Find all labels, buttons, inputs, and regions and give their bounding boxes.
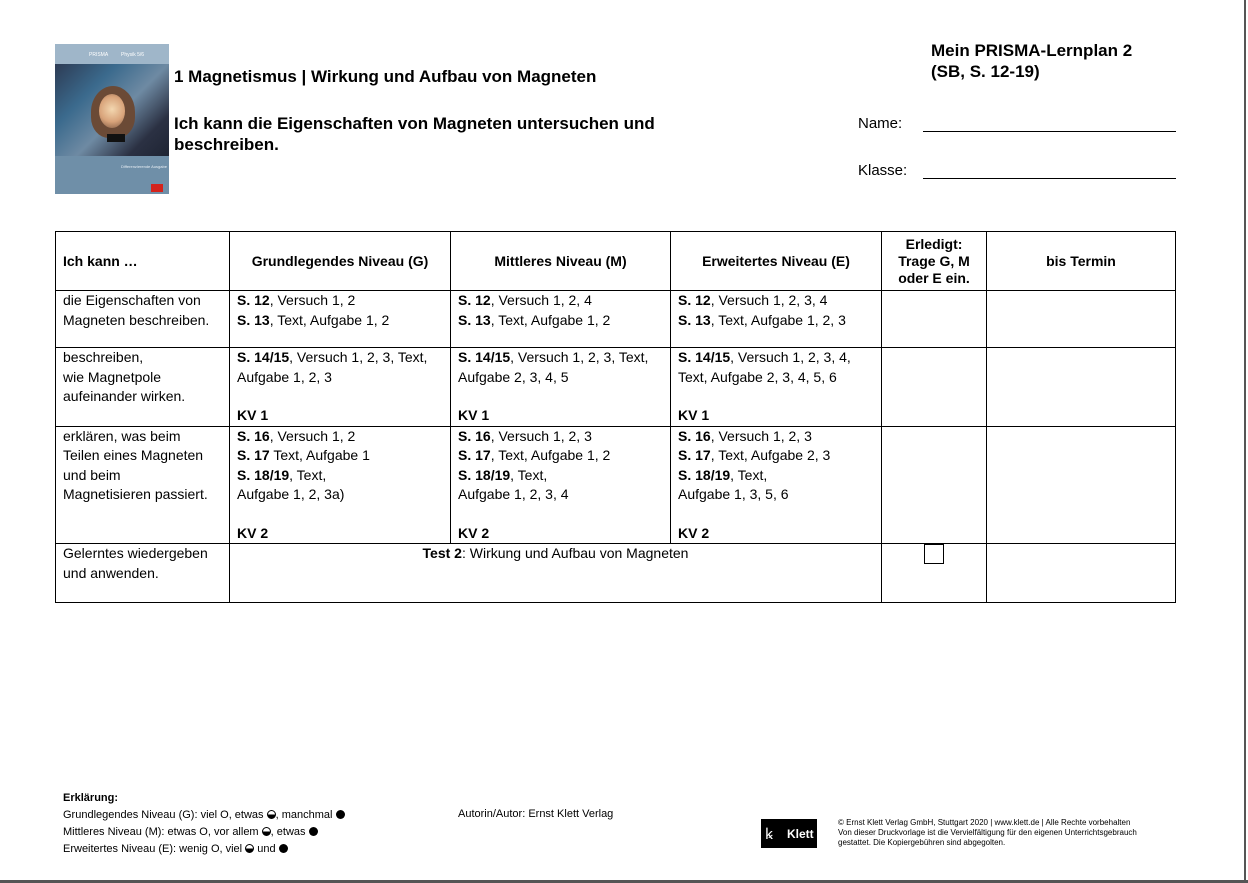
test-ref: Test 2 xyxy=(422,545,462,561)
task-text: Aufgabe 1, 2, 3a) xyxy=(237,486,345,502)
cell-deadline[interactable] xyxy=(987,348,1176,427)
page-ref: S. 16 xyxy=(458,427,491,444)
klett-logo xyxy=(761,819,817,848)
half-circle-icon xyxy=(267,810,276,819)
task-text: , Text, Aufgabe 1, 2, 3 xyxy=(710,311,846,328)
page-ref: S. 14/15 xyxy=(458,349,511,365)
cover-edition: Differenzierende Ausgabe xyxy=(121,164,167,169)
name-field-line[interactable] xyxy=(923,131,1176,132)
can-text: beschreiben, xyxy=(63,349,144,365)
header-erledigt-line1: Erledigt: xyxy=(905,235,963,252)
copyright-line: Von dieser Druckvorlage ist die Vervielfältigung für den eigenen Unterrichtsgebrauch xyxy=(838,828,1137,837)
copyright xyxy=(838,818,1178,848)
page-ref: S. 16 xyxy=(237,427,270,444)
kv-ref: KV 1 xyxy=(678,407,710,423)
cover-brand: PRISMA xyxy=(89,52,109,58)
page-ref: S. 17 xyxy=(678,447,711,463)
page-ref: S. 14/15 xyxy=(237,349,290,365)
page-ref: S. 17 xyxy=(458,447,491,463)
copyright-line: © Ernst Klett Verlag GmbH, Stuttgart 2020 | www.klett.de | Alle Rechte vorbehalten xyxy=(838,818,1131,827)
table-row xyxy=(56,291,1176,348)
filled-circle-icon xyxy=(279,844,288,853)
task-text: , Versuch 1, 2, 3, 4, Text, Aufgabe 2, 3, 4, 5, 6 xyxy=(678,349,851,385)
header-ich-kann: Ich kann … xyxy=(56,232,230,291)
cell-e xyxy=(671,348,882,427)
cell-g xyxy=(230,348,451,427)
can-text: Magnetisieren passiert. xyxy=(63,486,208,502)
plan-title-line1: Mein PRISMA-Lernplan 2 xyxy=(931,41,1133,60)
task-text: , Versuch 1, 2, 3 xyxy=(710,427,812,444)
author: Autorin/Autor: Ernst Klett Verlag xyxy=(458,808,614,820)
chapter-title: 1 Magnetismus | Wirkung und Aufbau von Magneten xyxy=(174,67,597,86)
page-ref: S. 18/19 xyxy=(678,466,731,483)
cover-photo-face xyxy=(99,94,125,128)
test-text: : Wirkung und Aufbau von Magneten xyxy=(461,545,689,561)
page-edge-right xyxy=(1244,0,1246,883)
legend-title: Erklärung: xyxy=(63,792,119,804)
plan-title xyxy=(931,40,1191,82)
header-erledigt-line2: Trage G, M xyxy=(898,252,970,269)
kv-ref: KV 1 xyxy=(237,407,269,423)
cover-klett-logo-icon xyxy=(151,184,163,192)
filled-circle-icon xyxy=(336,810,345,819)
header-erweitert: Erweitertes Niveau (E) xyxy=(671,232,882,291)
kv-ref: KV 2 xyxy=(678,524,710,541)
half-circle-icon xyxy=(245,844,254,853)
page-ref: S. 13 xyxy=(237,311,270,328)
task-text: , Versuch 1, 2, 3, Text, Aufgabe 1, 2, 3 xyxy=(237,349,428,385)
legend xyxy=(63,790,345,858)
cell-deadline[interactable] xyxy=(987,291,1176,348)
table-row xyxy=(56,348,1176,427)
cell-deadline[interactable] xyxy=(987,544,1176,603)
can-text: und beim xyxy=(63,466,121,483)
cell-done[interactable] xyxy=(882,426,987,544)
cell-can xyxy=(56,426,230,544)
page-ref: S. 16 xyxy=(678,427,711,444)
learning-goal: Ich kann die Eigenschaften von Magneten untersuchen und beschreiben. xyxy=(174,114,655,154)
cell-done xyxy=(882,544,987,603)
legend-m xyxy=(63,824,345,841)
cell-m xyxy=(451,348,671,427)
page-ref: S. 18/19 xyxy=(458,466,511,483)
cell-can xyxy=(56,544,230,603)
legend-text: , etwas xyxy=(270,826,306,838)
header-mittel: Mittleres Niveau (M) xyxy=(451,232,671,291)
task-text: , Versuch 1, 2, 3, 4 xyxy=(710,292,828,308)
page-ref: S. 13 xyxy=(678,311,711,328)
learning-plan-table xyxy=(55,231,1176,603)
page-ref: S. 12 xyxy=(678,292,711,308)
task-text: , Text, Aufgabe 1, 2 xyxy=(490,311,611,328)
cover-photo-phone xyxy=(107,134,125,142)
table-row xyxy=(56,426,1176,544)
task-text: Aufgabe 1, 2, 3, 4 xyxy=(458,486,569,502)
task-text: , Versuch 1, 2 xyxy=(269,427,356,444)
page-ref: S. 13 xyxy=(458,311,491,328)
header-grundlegend: Grundlegendes Niveau (G) xyxy=(230,232,451,291)
cover-subject: Physik 5/6 xyxy=(121,52,145,58)
class-label: Klasse: xyxy=(858,162,908,179)
task-text: , Text, xyxy=(289,466,327,483)
legend-e xyxy=(63,841,345,858)
can-text: Gelerntes wiedergeben xyxy=(63,545,208,561)
header-erledigt-line3: oder E ein. xyxy=(898,269,970,286)
cell-test xyxy=(230,544,882,603)
kv-ref: KV 1 xyxy=(458,407,490,423)
cell-can xyxy=(56,291,230,348)
legend-text: Grundlegendes Niveau (G): viel O, etwas xyxy=(63,809,264,821)
task-text: Text, Aufgabe 1 xyxy=(269,447,370,463)
can-text: und anwenden. xyxy=(63,564,159,581)
kv-ref: KV 2 xyxy=(458,524,490,541)
task-text: , Text, Aufgabe 1, 2 xyxy=(269,311,390,328)
legend-text: , manchmal xyxy=(275,809,333,821)
task-text: , Text, xyxy=(510,466,548,483)
table-row xyxy=(56,544,1176,603)
header-bis-termin: bis Termin xyxy=(987,232,1176,291)
page-ref: S. 12 xyxy=(237,292,270,308)
cover-band xyxy=(55,44,169,64)
task-text: , Text, xyxy=(730,466,768,483)
legend-text: und xyxy=(254,843,276,855)
page-ref: S. 12 xyxy=(458,292,491,308)
can-text: erklären, was beim xyxy=(63,427,181,444)
task-text: , Versuch 1, 2, 3, Text, Aufgabe 2, 3, 4, 5 xyxy=(458,349,649,385)
task-text: , Versuch 1, 2 xyxy=(269,292,356,308)
header-erledigt xyxy=(882,232,987,291)
class-field-line[interactable] xyxy=(923,178,1176,179)
cell-m xyxy=(451,291,671,348)
cell-e xyxy=(671,291,882,348)
cell-can xyxy=(56,348,230,427)
task-text: , Versuch 1, 2, 3 xyxy=(490,427,592,444)
page-ref: S. 14/15 xyxy=(678,349,731,365)
klett-logo-icon: ꝃ xyxy=(765,825,774,843)
can-text: Magneten beschreiben. xyxy=(63,311,210,328)
cell-e xyxy=(671,426,882,544)
cell-done[interactable] xyxy=(882,291,987,348)
cell-m xyxy=(451,426,671,544)
cell-g xyxy=(230,291,451,348)
task-text: , Text, Aufgabe 1, 2 xyxy=(490,447,611,463)
book-cover-image xyxy=(55,44,169,194)
cover-photo xyxy=(55,64,169,156)
cell-deadline[interactable] xyxy=(987,426,1176,544)
klett-logo-text: Klett xyxy=(787,827,814,841)
legend-text: Mittleres Niveau (M): etwas O, vor allem xyxy=(63,826,259,838)
can-text: wie Magnetpole xyxy=(63,368,162,385)
task-text: , Text, Aufgabe 2, 3 xyxy=(710,447,831,463)
table-header-row xyxy=(56,232,1176,291)
can-text: Teilen eines Magneten xyxy=(63,447,204,463)
done-checkbox[interactable] xyxy=(924,544,944,564)
page-ref: S. 17 xyxy=(237,447,270,463)
can-text: die Eigenschaften von xyxy=(63,292,201,308)
copyright-line: gestattet. Die Kopiergebühren sind abgegolten. xyxy=(838,838,1006,847)
kv-ref: KV 2 xyxy=(237,524,269,541)
page-ref: S. 18/19 xyxy=(237,466,290,483)
plan-title-line2: (SB, S. 12-19) xyxy=(931,62,1040,81)
legend-text: Erweitertes Niveau (E): wenig O, viel xyxy=(63,843,243,855)
half-circle-icon xyxy=(262,827,271,836)
cell-g xyxy=(230,426,451,544)
task-text: , Versuch 1, 2, 4 xyxy=(490,292,592,308)
legend-g xyxy=(63,807,345,824)
name-label: Name: xyxy=(858,115,903,132)
cell-done[interactable] xyxy=(882,348,987,427)
filled-circle-icon xyxy=(309,827,318,836)
task-text: Aufgabe 1, 3, 5, 6 xyxy=(678,486,789,502)
can-text: aufeinander wirken. xyxy=(63,388,186,404)
